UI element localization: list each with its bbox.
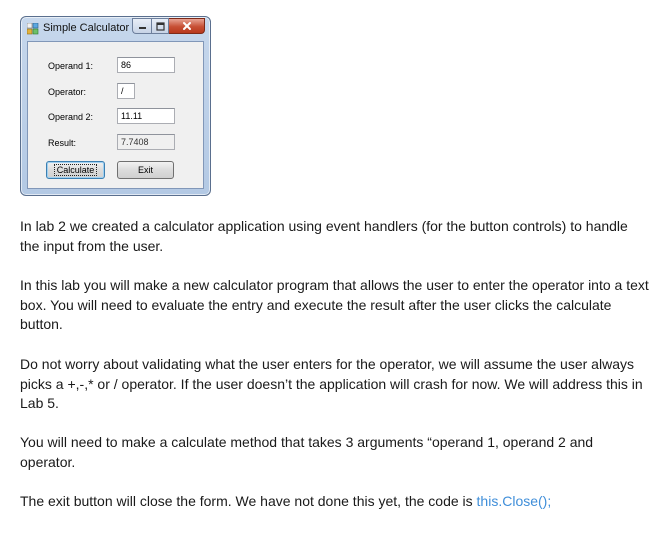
maximize-button[interactable] xyxy=(151,18,169,34)
result-output: 7.7408 xyxy=(117,134,175,150)
operand2-input[interactable]: 11.11 xyxy=(117,108,175,124)
operand1-label: Operand 1: xyxy=(48,61,94,71)
paragraph-exit-button xyxy=(20,492,650,512)
title-bar[interactable] xyxy=(21,17,210,41)
calculate-button[interactable] xyxy=(46,161,105,179)
calculator-window xyxy=(20,16,211,196)
calculate-button-label: Calculate xyxy=(56,165,95,175)
minimize-button[interactable] xyxy=(132,18,151,34)
operand1-input[interactable]: 86 xyxy=(117,57,175,73)
code-snippet: this.Close(); xyxy=(476,493,552,509)
exit-paragraph-text: The exit button will close the form. We have not done this yet, the code is xyxy=(20,493,477,509)
paragraph-new-program: In this lab you will make a new calculator program that allows the user to enter the operator into a text box. You will need to evaluate the entry and execute the result after the user clicks the calculate button. xyxy=(20,277,649,332)
operator-label: Operator: xyxy=(48,87,87,97)
paragraph-validation-note: Do not worry about validating what the user enters for the operator, we will assume the user always picks a +,-,* or / operator. If the user doesn’t the application will crash for now. We will address this in Lab 5. xyxy=(20,356,643,411)
form-client-area xyxy=(27,41,204,189)
close-button[interactable] xyxy=(169,18,205,34)
exit-button-label: Exit xyxy=(137,165,153,175)
result-label: Result: xyxy=(48,138,77,148)
paragraph-lab2-intro: In lab 2 we created a calculator application using event handlers (for the button controls) to handle the input from the user. xyxy=(20,218,628,254)
exit-button[interactable] xyxy=(117,161,174,179)
maximize-icon xyxy=(156,22,165,31)
app-icon xyxy=(27,23,39,35)
close-icon xyxy=(182,21,192,31)
operand2-label: Operand 2: xyxy=(48,112,94,122)
caption-buttons xyxy=(132,18,205,34)
operator-input[interactable]: / xyxy=(117,83,135,99)
minimize-icon xyxy=(138,22,147,31)
window-title: Simple Calculator xyxy=(43,22,130,34)
paragraph-calculate-method: You will need to make a calculate method that takes 3 arguments “operand 1, operand 2 and operator. xyxy=(20,434,594,470)
